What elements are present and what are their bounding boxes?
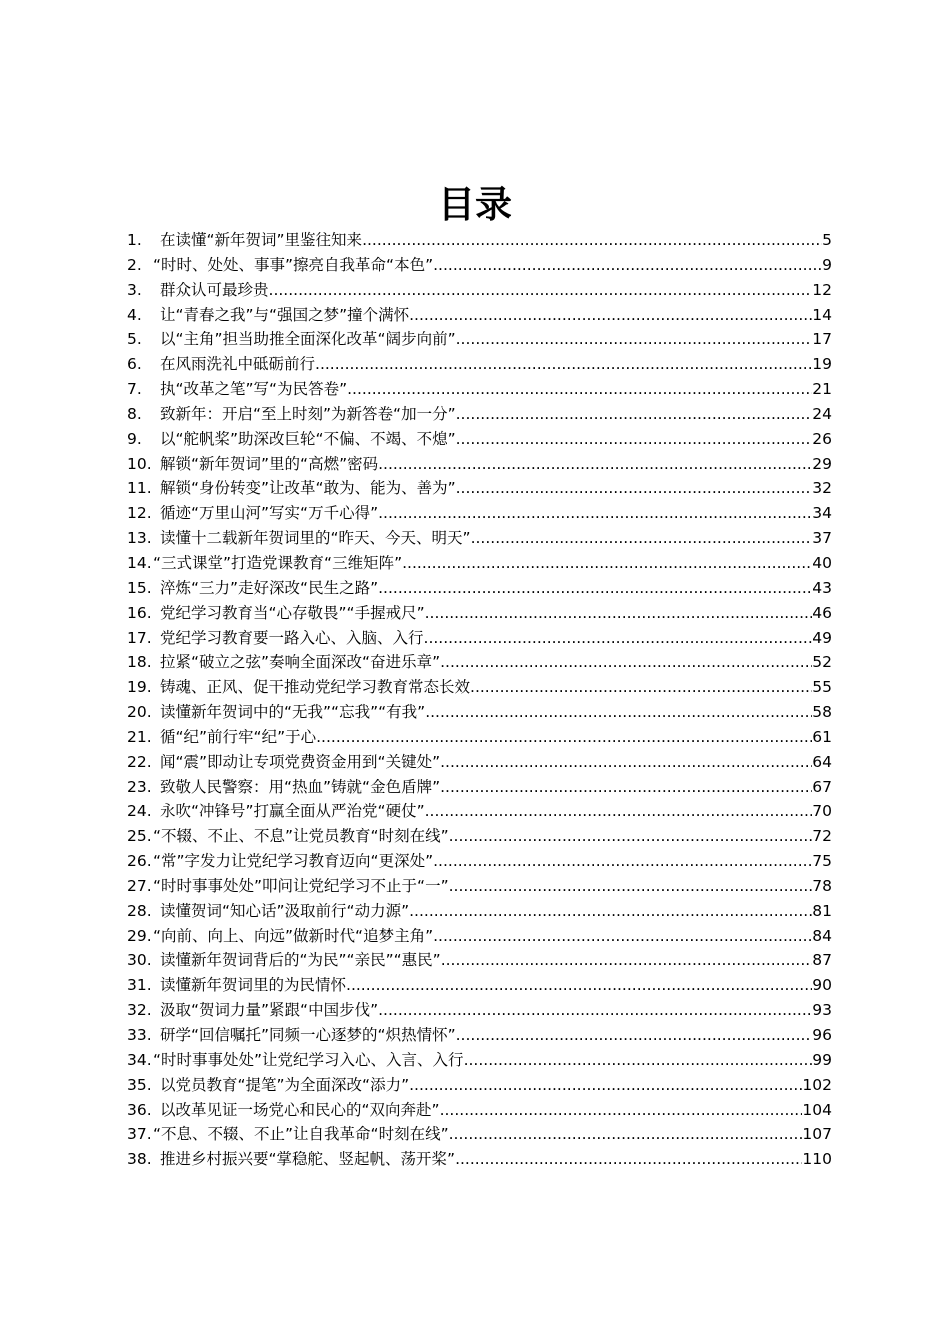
toc-leader-dots bbox=[402, 551, 812, 576]
toc-entry-title: 党纪学习教育当“心存敬畏”“手握戒尺” bbox=[160, 603, 425, 622]
toc-entry-number: 28. bbox=[127, 901, 152, 920]
toc-entry-number: 6. bbox=[127, 355, 142, 374]
toc-entry-title: 循迹“万里山河”写实“万千心得” bbox=[160, 504, 379, 523]
toc-entry-page-number: 99 bbox=[812, 1050, 832, 1069]
toc-leader-dots bbox=[378, 576, 812, 601]
toc-entry-number: 26. bbox=[127, 852, 152, 871]
toc-entry[interactable] bbox=[127, 626, 832, 651]
toc-entry-number: 17. bbox=[127, 628, 152, 647]
toc-entry-number: 27. bbox=[127, 876, 152, 895]
toc-entry[interactable] bbox=[127, 750, 832, 775]
toc-entry-number: 19. bbox=[127, 678, 152, 697]
toc-entry-title: 研学“回信嘱托”同频一心逐梦的“炽热情怀” bbox=[160, 1026, 456, 1044]
toc-entry-title: 以党员教育“提笔”为全面深改“添力” bbox=[160, 1075, 410, 1094]
toc-entry-title: 循“纪”前行牢“纪”于心 bbox=[160, 727, 317, 746]
toc-entry[interactable] bbox=[127, 303, 832, 328]
toc-entry-title: “向前、向上、向远”做新时代“追梦主角” bbox=[153, 926, 434, 945]
toc-leader-dots bbox=[433, 924, 812, 949]
toc-entry-number: 7. bbox=[127, 380, 142, 399]
toc-leader-dots bbox=[316, 725, 812, 750]
toc-entry-title: 以“舵帆桨”助深改巨轮“不偏、不竭、不熄” bbox=[160, 429, 456, 448]
toc-leader-dots bbox=[409, 303, 812, 328]
toc-entry-number: 10. bbox=[127, 454, 152, 473]
toc-entry-title: 让“青春之我”与“强国之梦”撞个满怀 bbox=[160, 305, 410, 324]
toc-entry-page-number: 5 bbox=[822, 231, 832, 249]
toc-entry-title: 群众认可最珍贵 bbox=[160, 280, 269, 299]
toc-entry-title: 铸魂、正风、促干推动党纪学习教育常态长效 bbox=[160, 678, 471, 697]
toc-entry-title: 永吹“冲锋号”打赢全面从严治党“硬仗” bbox=[160, 802, 425, 821]
toc-leader-dots bbox=[449, 824, 813, 849]
toc-entry-number: 38. bbox=[127, 1150, 152, 1169]
toc-entry-page-number: 43 bbox=[812, 578, 832, 597]
toc-entry-page-number: 9 bbox=[822, 255, 832, 274]
toc-entry-number: 1. bbox=[127, 231, 142, 249]
toc-entry-title: 解锁“新年贺词”里的“高燃”密码 bbox=[160, 454, 379, 473]
toc-entry-title: 在读懂“新年贺词”里鉴往知来 bbox=[160, 231, 363, 249]
toc-entry-title: 执“改革之笔”写“为民答卷” bbox=[160, 380, 348, 399]
toc-entry-page-number: 84 bbox=[812, 926, 832, 945]
toc-entry-page-number: 26 bbox=[812, 429, 832, 448]
toc-leader-dots bbox=[464, 1048, 813, 1073]
toc-leader-dots bbox=[346, 973, 812, 998]
toc-entry-page-number: 52 bbox=[812, 653, 832, 672]
toc-leader-dots bbox=[315, 352, 812, 377]
toc-leader-dots bbox=[433, 253, 822, 278]
toc-entry-page-number: 32 bbox=[812, 479, 832, 498]
toc-leader-dots bbox=[433, 849, 812, 874]
toc-entry-title: 致新年：开启“至上时刻”为新答卷“加一分” bbox=[160, 404, 456, 423]
toc-leader-dots bbox=[378, 501, 812, 526]
toc-entry[interactable] bbox=[127, 675, 832, 700]
toc-entry-page-number: 102 bbox=[802, 1075, 832, 1094]
toc-entry-page-number: 107 bbox=[802, 1125, 832, 1144]
toc-entry[interactable] bbox=[127, 427, 832, 452]
toc-entry-title: 党纪学习教育要一路入心、入脑、入行 bbox=[160, 628, 424, 647]
toc-entry[interactable] bbox=[127, 327, 832, 352]
toc-entry-number: 14. bbox=[127, 553, 152, 572]
toc-entry-number: 13. bbox=[127, 529, 152, 548]
toc-entry-number: 16. bbox=[127, 603, 152, 622]
toc-entry-page-number: 58 bbox=[812, 703, 832, 722]
toc-entry-page-number: 49 bbox=[812, 628, 832, 647]
toc-entry-title: 读懂十二载新年贺词里的“昨天、今天、明天” bbox=[160, 529, 471, 548]
table-of-contents bbox=[127, 228, 832, 1172]
toc-leader-dots bbox=[425, 601, 813, 626]
toc-leader-dots bbox=[424, 626, 813, 651]
toc-entry[interactable] bbox=[127, 924, 832, 949]
toc-leader-dots bbox=[440, 1098, 803, 1123]
toc-entry[interactable] bbox=[127, 352, 832, 377]
toc-entry-page-number: 37 bbox=[812, 529, 832, 548]
toc-entry-number: 4. bbox=[127, 305, 142, 324]
toc-entry-page-number: 17 bbox=[812, 330, 832, 349]
toc-entry-title: “时时事事处处”叩问让党纪学习不止于“一” bbox=[153, 876, 449, 895]
toc-entry-page-number: 34 bbox=[812, 504, 832, 523]
toc-leader-dots bbox=[440, 775, 812, 800]
toc-entry-number: 32. bbox=[127, 1001, 152, 1020]
toc-entry-number: 12. bbox=[127, 504, 152, 523]
toc-entry[interactable] bbox=[127, 973, 832, 998]
toc-entry[interactable] bbox=[127, 1073, 832, 1098]
toc-entry-number: 30. bbox=[127, 951, 152, 970]
toc-entry-number: 22. bbox=[127, 752, 152, 771]
toc-entry-number: 9. bbox=[127, 429, 142, 448]
toc-entry-title: “不辍、不止、不息”让党员教育“时刻在线” bbox=[153, 827, 449, 846]
toc-entry-page-number: 19 bbox=[812, 355, 832, 374]
page-title: 目录 bbox=[438, 183, 512, 226]
toc-entry-page-number: 29 bbox=[812, 454, 832, 473]
toc-entry[interactable] bbox=[127, 1023, 832, 1048]
toc-entry-title: 读懂新年贺词中的“无我”“忘我”“有我” bbox=[160, 703, 426, 722]
toc-entry-page-number: 104 bbox=[802, 1100, 832, 1119]
toc-entry-title: 读懂新年贺词背后的“为民”“亲民”“惠民” bbox=[160, 951, 441, 970]
toc-leader-dots bbox=[471, 526, 813, 551]
toc-leader-dots bbox=[409, 1073, 802, 1098]
toc-entry-title: 读懂贺词“知心话”汲取前行“动力源” bbox=[160, 901, 410, 920]
toc-leader-dots bbox=[409, 899, 812, 924]
toc-entry-number: 21. bbox=[127, 727, 152, 746]
toc-entry-number: 36. bbox=[127, 1100, 152, 1119]
toc-leader-dots bbox=[425, 799, 813, 824]
toc-entry-page-number: 70 bbox=[812, 802, 832, 821]
toc-leader-dots bbox=[456, 402, 813, 427]
toc-entry[interactable] bbox=[127, 948, 832, 973]
toc-entry[interactable] bbox=[127, 899, 832, 924]
toc-entry[interactable] bbox=[127, 1048, 832, 1073]
toc-entry-page-number: 14 bbox=[812, 305, 832, 324]
toc-leader-dots bbox=[449, 874, 813, 899]
toc-entry-page-number: 24 bbox=[812, 404, 832, 423]
toc-entry-title: 汲取“贺词力量”紧跟“中国步伐” bbox=[160, 1001, 379, 1020]
toc-entry-page-number: 72 bbox=[812, 827, 832, 846]
toc-leader-dots bbox=[456, 476, 813, 501]
toc-entry[interactable] bbox=[127, 601, 832, 626]
toc-entry-number: 29. bbox=[127, 926, 152, 945]
toc-entry[interactable] bbox=[127, 874, 832, 899]
toc-entry-page-number: 64 bbox=[812, 752, 832, 771]
toc-entry[interactable] bbox=[127, 824, 832, 849]
toc-entry-title: “三式课堂”打造党课教育“三维矩阵” bbox=[153, 553, 403, 572]
toc-leader-dots bbox=[362, 228, 822, 253]
toc-entry[interactable] bbox=[127, 501, 832, 526]
toc-entry-page-number: 87 bbox=[812, 951, 832, 970]
toc-leader-dots bbox=[440, 650, 812, 675]
toc-entry[interactable] bbox=[127, 551, 832, 576]
toc-entry-number: 8. bbox=[127, 404, 142, 423]
toc-leader-dots bbox=[449, 1122, 803, 1147]
toc-leader-dots bbox=[441, 948, 813, 973]
toc-entry-number: 37. bbox=[127, 1125, 152, 1144]
toc-leader-dots bbox=[456, 427, 813, 452]
toc-entry-number: 3. bbox=[127, 280, 142, 299]
toc-entry-page-number: 93 bbox=[812, 1001, 832, 1020]
toc-entry-number: 2. bbox=[127, 255, 142, 274]
toc-entry-page-number: 40 bbox=[812, 553, 832, 572]
toc-entry-title: 推进乡村振兴要“掌稳舵、竖起帆、荡开桨” bbox=[160, 1150, 456, 1169]
toc-entry[interactable] bbox=[127, 998, 832, 1023]
toc-entry-number: 11. bbox=[127, 479, 152, 498]
toc-entry-title: 拉紧“破立之弦”奏响全面深改“奋进乐章” bbox=[160, 653, 441, 672]
toc-entry[interactable] bbox=[127, 775, 832, 800]
toc-entry-page-number: 75 bbox=[812, 852, 832, 871]
toc-entry-title: “常”字发力让党纪学习教育迈向“更深处” bbox=[153, 852, 434, 871]
toc-leader-dots bbox=[425, 700, 812, 725]
toc-entry-number: 35. bbox=[127, 1075, 152, 1094]
toc-entry-title: 解锁“身份转变”让改革“敢为、能为、善为” bbox=[160, 479, 456, 498]
toc-entry-page-number: 55 bbox=[812, 678, 832, 697]
toc-entry[interactable] bbox=[127, 799, 832, 824]
toc-entry[interactable] bbox=[127, 377, 832, 402]
toc-entry[interactable] bbox=[127, 725, 832, 750]
toc-entry-number: 20. bbox=[127, 703, 152, 722]
toc-entry[interactable] bbox=[127, 253, 832, 278]
toc-entry-number: 33. bbox=[127, 1026, 152, 1044]
toc-entry[interactable] bbox=[127, 526, 832, 551]
toc-entry-page-number: 90 bbox=[812, 976, 832, 995]
toc-entry[interactable] bbox=[127, 228, 832, 253]
toc-entry[interactable] bbox=[127, 576, 832, 601]
toc-entry-number: 24. bbox=[127, 802, 152, 821]
toc-entry-title: “不息、不辍、不止”让自我革命“时刻在线” bbox=[153, 1125, 449, 1144]
toc-entry-number: 15. bbox=[127, 578, 152, 597]
toc-leader-dots bbox=[440, 750, 812, 775]
toc-entry-page-number: 21 bbox=[812, 380, 832, 399]
toc-entry[interactable] bbox=[127, 1122, 832, 1147]
toc-entry[interactable] bbox=[127, 278, 832, 303]
toc-entry-title: 读懂新年贺词里的为民情怀 bbox=[160, 976, 347, 995]
toc-entry-number: 25. bbox=[127, 827, 152, 846]
toc-entry-number: 18. bbox=[127, 653, 152, 672]
toc-entry-page-number: 96 bbox=[812, 1026, 832, 1044]
toc-entry-title: 以“主角”担当助推全面深化改革“阔步向前” bbox=[160, 330, 456, 349]
toc-entry-number: 31. bbox=[127, 976, 152, 995]
toc-leader-dots bbox=[378, 998, 812, 1023]
toc-entry-title: 在风雨洗礼中砥砺前行 bbox=[160, 355, 316, 374]
toc-leader-dots bbox=[456, 1023, 813, 1048]
toc-entry-page-number: 110 bbox=[802, 1150, 832, 1169]
toc-entry[interactable] bbox=[127, 650, 832, 675]
toc-entry-number: 34. bbox=[127, 1050, 152, 1069]
toc-entry-page-number: 61 bbox=[812, 727, 832, 746]
toc-entry[interactable] bbox=[127, 700, 832, 725]
toc-entry[interactable] bbox=[127, 402, 832, 427]
toc-entry-page-number: 81 bbox=[812, 901, 832, 920]
toc-entry[interactable] bbox=[127, 1147, 832, 1172]
toc-entry[interactable] bbox=[127, 476, 832, 501]
toc-entry-title: “时时事事处处”让党纪学习入心、入言、入行 bbox=[153, 1050, 464, 1069]
toc-entry[interactable] bbox=[127, 1098, 832, 1123]
toc-entry-number: 5. bbox=[127, 330, 142, 349]
toc-entry-page-number: 46 bbox=[812, 603, 832, 622]
toc-entry-title: 闻“震”即动让专项党费资金用到“关键处” bbox=[160, 752, 441, 771]
toc-entry-title: 淬炼“三力”走好深改“民生之路” bbox=[160, 578, 379, 597]
toc-leader-dots bbox=[456, 327, 813, 352]
toc-entry-page-number: 67 bbox=[812, 777, 832, 796]
toc-leader-dots bbox=[347, 377, 812, 402]
toc-entry-title: 以改革见证一场党心和民心的“双向奔赴” bbox=[160, 1100, 440, 1119]
toc-leader-dots bbox=[470, 675, 812, 700]
toc-entry-title: 致敬人民警察：用“热血”铸就“金色盾牌” bbox=[160, 777, 441, 796]
toc-entry-title: “时时、处处、事事”擦亮自我革命“本色” bbox=[153, 255, 434, 274]
toc-entry-number: 23. bbox=[127, 777, 152, 796]
toc-leader-dots bbox=[269, 278, 813, 303]
toc-entry-page-number: 12 bbox=[812, 280, 832, 299]
toc-leader-dots bbox=[378, 452, 812, 477]
toc-leader-dots bbox=[455, 1147, 802, 1172]
toc-entry[interactable] bbox=[127, 849, 832, 874]
toc-entry-page-number: 78 bbox=[812, 876, 832, 895]
toc-entry[interactable] bbox=[127, 452, 832, 477]
